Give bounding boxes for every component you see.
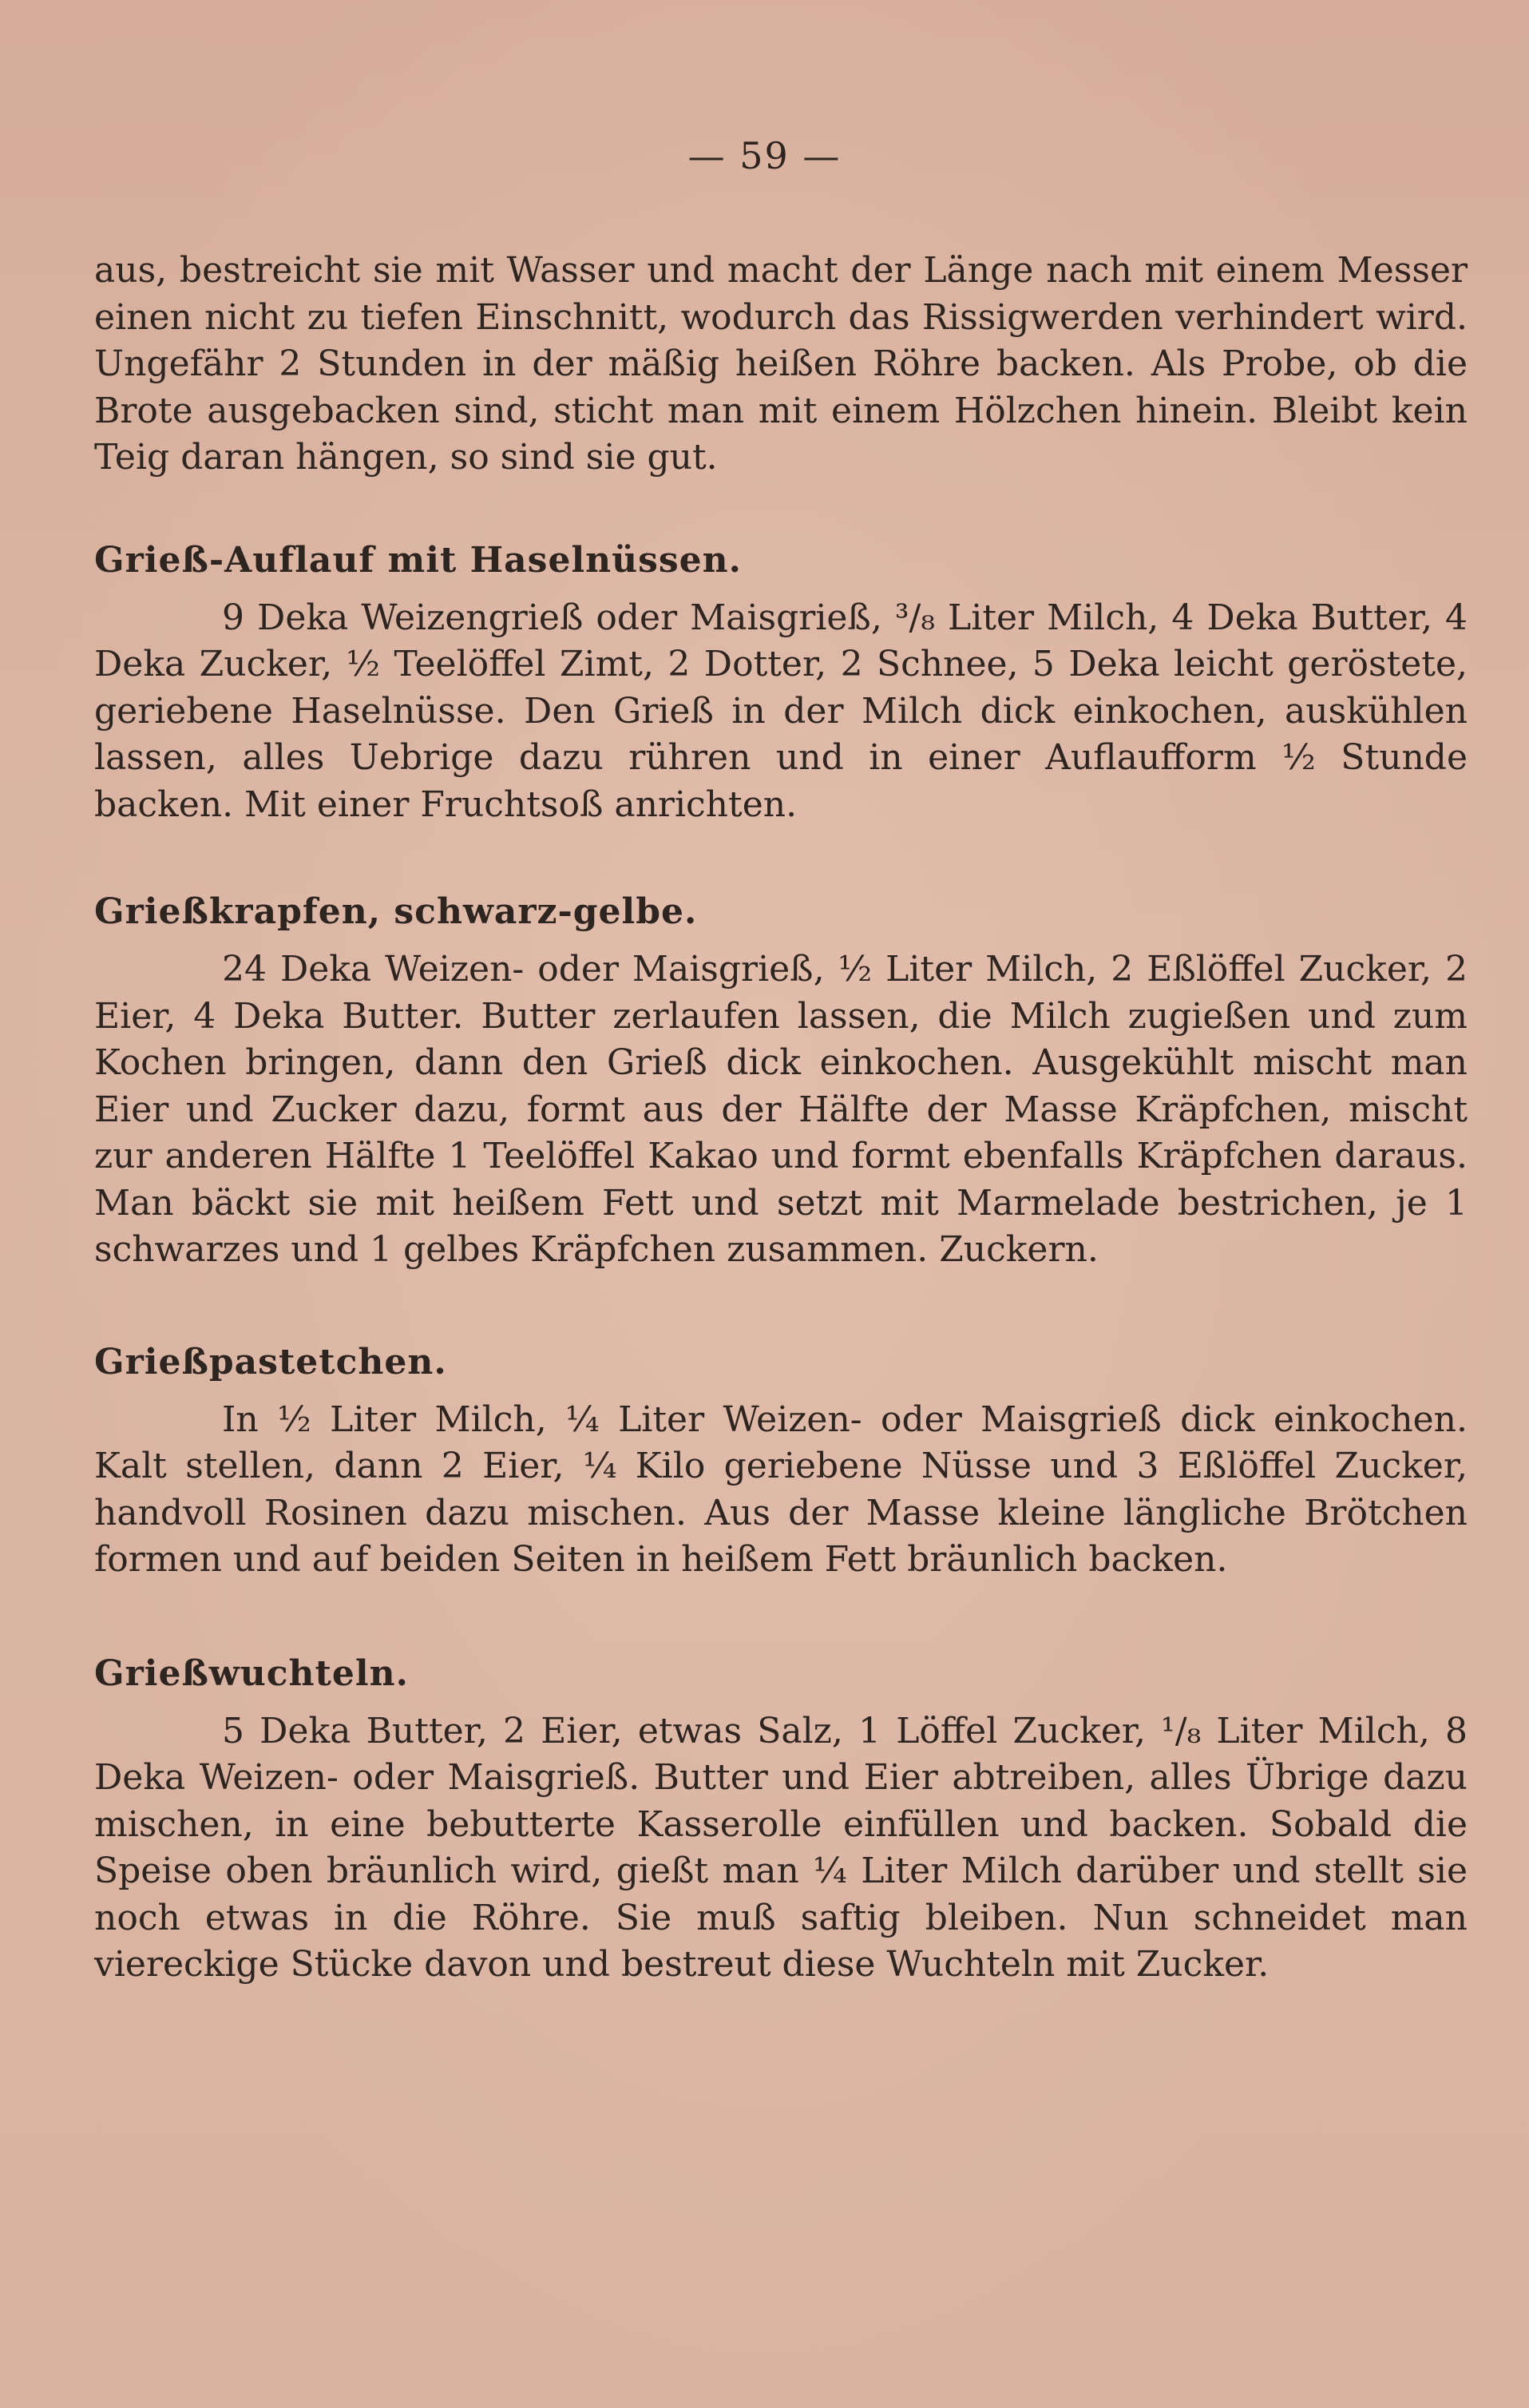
recipe-title-griess-auflauf: Grieß-Auflauf mit Haselnüssen. xyxy=(94,539,742,581)
page-content xyxy=(94,248,1468,1989)
recipe-text-griesswuchteln: 5 Deka Butter, 2 Eier, etwas Salz, 1 Löffel Zucker, ¹/₈ Liter Milch, 8 Deka Weizen- oder Maisgrieß. Butter und Eier abtreiben, alles Übrige dazu mischen, in eine bebutterte Kasserolle einfüllen und backen. Sobald die Speise oben bräunlich wird, gießt man ¼ Liter Milch darüber und stellt sie noch etwas in die Röhre. Sie muß saftig bleiben. Nun schneidet man viereckige Stücke davon und bestreut diese Wuchteln mit Zucker. xyxy=(94,1710,1468,1985)
recipe-title-griesswuchteln: Grießwuchteln. xyxy=(94,1652,409,1694)
page-number: — 59 — xyxy=(687,134,842,177)
intro-paragraph: aus, bestreicht sie mit Wasser und macht der Länge nach mit einem Messer einen nicht zu tiefen Einschnitt, wodurch das Rissigwerden verhindert wird. Ungefähr 2 Stunden in der mäßig heißen Röhre backen. Als Probe, ob die Brote ausgebacken sind, sticht man mit einem Hölzchen hinein. Bleibt kein Teig daran hängen, so sind sie gut. xyxy=(94,250,1468,478)
recipe-title-griesskrapfen: Grießkrapfen, schwarz-gelbe. xyxy=(94,891,698,932)
recipe-text-griesskrapfen: 24 Deka Weizen- oder Maisgrieß, ½ Liter Milch, 2 Eßlöffel Zucker, 2 Eier, 4 Deka Butter. Butter zerlaufen lassen, die Milch zugießen und zum Kochen bringen, dann den Grieß dick einkochen. Ausgekühlt mischt man Eier und Zucker dazu, formt aus der Hälfte der Masse Kräpfchen, mischt zur anderen Hälfte 1 Teelöffel Kakao und formt ebenfalls Kräpfchen daraus. Man bäckt sie mit heißem Fett und setzt mit Marmelade bestrichen, je 1 schwarzes und 1 gelbes Kräpfchen zusammen. Zuckern. xyxy=(94,949,1468,1270)
recipe-text-griesspastetchen: In ½ Liter Milch, ¼ Liter Weizen- oder Maisgrieß dick einkochen. Kalt stellen, dann 2 Eier, ¼ Kilo geriebene Nüsse und 3 Eßlöffel Zucker, handvoll Rosinen dazu mischen. Aus der Masse kleine längliche Brötchen formen und auf beiden Seiten in heißem Fett bräunlich backen. xyxy=(94,1398,1468,1580)
recipe-text-griess-auflauf: 9 Deka Weizengrieß oder Maisgrieß, ³/₈ Liter Milch, 4 Deka Butter, 4 Deka Zucker, ½ Teelöffel Zimt, 2 Dotter, 2 Schnee, 5 Deka leicht geröstete, geriebene Haselnüsse. Den Grieß in der Milch dick einkochen, auskühlen lassen, alles Uebrige dazu rühren und in einer Auflaufform ½ Stunde backen. Mit einer Fruchtsoß anrichten. xyxy=(94,597,1468,825)
recipe-title-griesspastetchen: Grießpastetchen. xyxy=(94,1341,447,1383)
